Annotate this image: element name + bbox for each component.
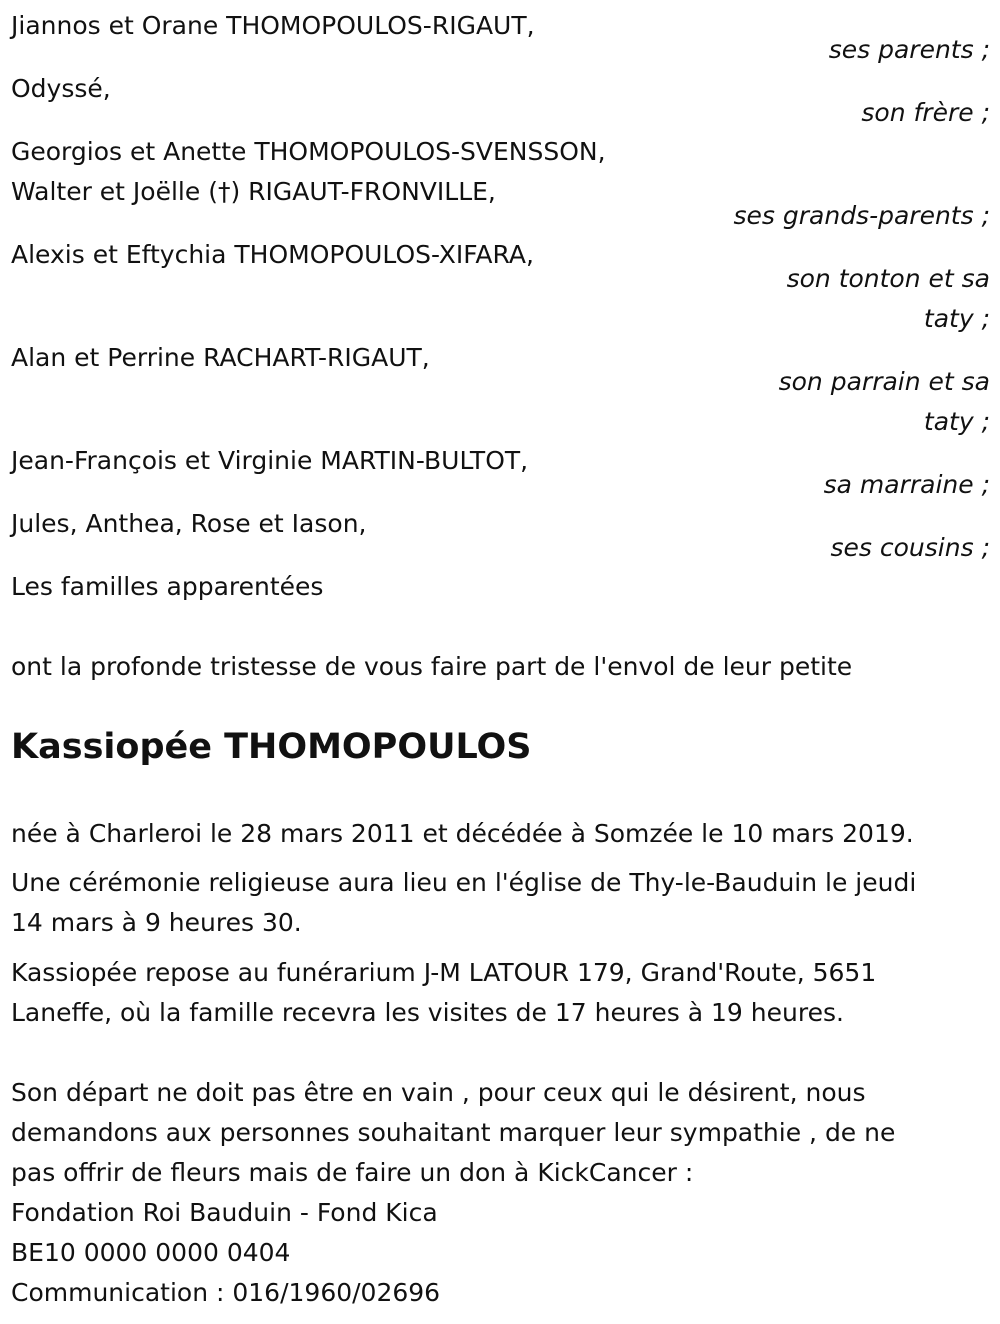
grandparents-line-1: Georgios et Anette THOMOPOULOS-SVENSSON, (11, 137, 606, 166)
brother-relation: son frère ; (861, 98, 990, 127)
announcement-text: ont la profonde tristesse de vous faire part de l'envol de leur petite (11, 652, 853, 681)
rest-line-1: Kassiopée repose au funérarium J-M LATOUR 179, Grand'Route, 5651 (11, 958, 877, 987)
parents-names: Jiannos et Orane THOMOPOULOS-RIGAUT, (11, 11, 535, 40)
brother-name: Odyssé, (11, 74, 111, 103)
godmother-names: Jean-François et Virginie MARTIN-BULTOT, (11, 446, 529, 475)
donation-line-3: pas offrir de fleurs mais de faire un don à KickCancer : (11, 1158, 694, 1187)
cousins-relation: ses cousins ; (830, 533, 990, 562)
ceremony-line-1: Une cérémonie religieuse aura lieu en l'église de Thy-le-Bauduin le jeudi (11, 868, 917, 897)
uncle-relation-line-2: taty ; (923, 304, 990, 333)
godfather-relation-line-1: son parrain et sa (778, 367, 990, 396)
donation-communication: Communication : 016/1960/02696 (11, 1278, 441, 1307)
donation-foundation: Fondation Roi Bauduin - Fond Kica (11, 1198, 438, 1227)
godfather-relation-line-2: taty ; (923, 407, 990, 436)
rest-line-2: Laneffe, où la famille recevra les visites de 17 heures à 19 heures. (11, 998, 844, 1027)
cousins-names: Jules, Anthea, Rose et Iason, (11, 509, 367, 538)
uncle-relation-line-1: son tonton et sa (786, 264, 990, 293)
parents-relation: ses parents ; (828, 35, 990, 64)
godmother-relation: sa marraine ; (823, 470, 990, 499)
uncle-names: Alexis et Eftychia THOMOPOULOS-XIFARA, (11, 240, 534, 269)
grandparents-relation: ses grands-parents ; (733, 201, 990, 230)
deceased-name: Kassiopée THOMOPOULOS (11, 727, 532, 767)
godfather-names: Alan et Perrine RACHART-RIGAUT, (11, 343, 430, 372)
donation-iban: BE10 0000 0000 0404 (11, 1238, 291, 1267)
donation-line-1: Son départ ne doit pas être en vain , pour ceux qui le désirent, nous (11, 1078, 866, 1107)
related-families: Les familles apparentées (11, 572, 324, 601)
ceremony-line-2: 14 mars à 9 heures 30. (11, 908, 302, 937)
donation-line-2: demandons aux personnes souhaitant marquer leur sympathie , de ne (11, 1118, 896, 1147)
birth-death-text: née à Charleroi le 28 mars 2011 et décédée à Somzée le 10 mars 2019. (11, 819, 914, 848)
grandparents-line-2: Walter et Joëlle (†) RIGAUT-FRONVILLE, (11, 177, 496, 206)
